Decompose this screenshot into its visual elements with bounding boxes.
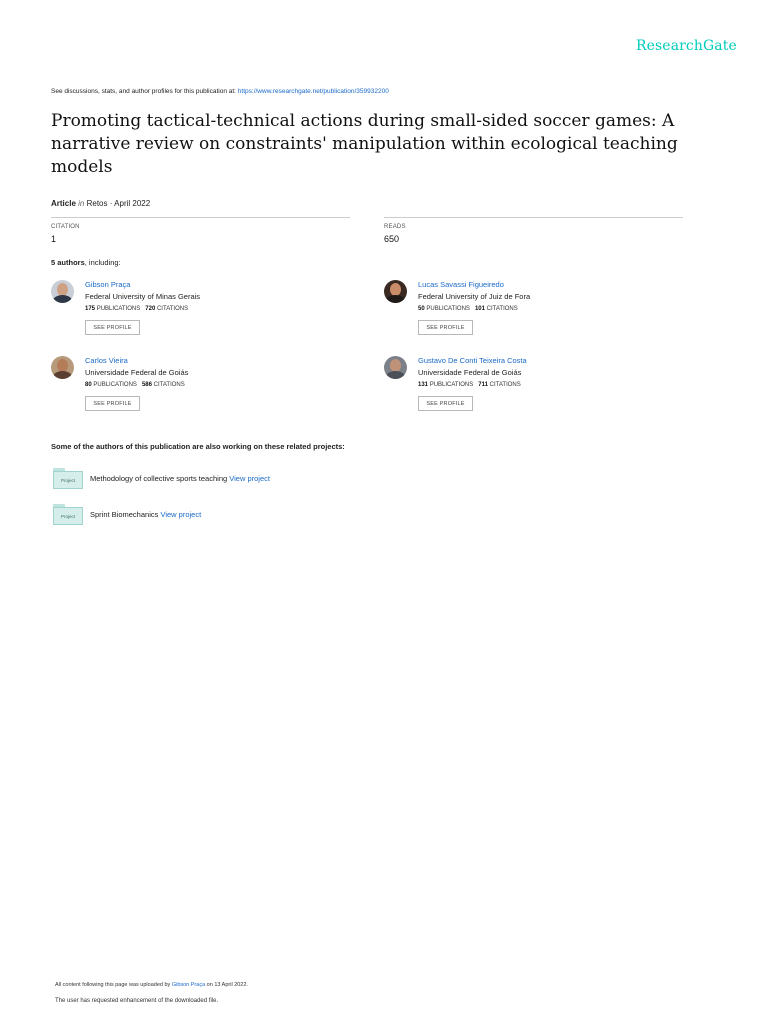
publications-label: PUBLICATIONS [429, 382, 474, 388]
project-folder-icon[interactable] [53, 504, 83, 524]
publications-count: 80 [85, 382, 92, 388]
publications-count: 175 [85, 306, 96, 312]
author-institution: Universidade Federal de Goiás [85, 368, 189, 377]
author-card [384, 356, 684, 426]
citations-count: 711 [478, 382, 488, 388]
uploader-link[interactable]: Gibson Praça [171, 982, 206, 988]
citations-count: 720 [145, 306, 156, 312]
project-item [53, 468, 453, 492]
journal-date: Retos · April 2022 [86, 199, 151, 208]
project-folder-icon[interactable] [53, 468, 83, 488]
publications-label: PUBLICATIONS [96, 306, 141, 312]
publications-label: PUBLICATIONS [426, 306, 470, 312]
author-card [51, 280, 351, 350]
avatar[interactable] [384, 356, 407, 379]
author-name-link[interactable]: Lucas Savassi Figueiredo [418, 280, 504, 289]
discussion-prefix: See discussions, stats, and author profiles for this publication at: [51, 88, 238, 95]
author-stats [418, 382, 521, 388]
citations-count: 586 [141, 382, 152, 388]
author-stats [85, 382, 185, 388]
researchgate-logo[interactable]: ResearchGate [636, 38, 737, 54]
authors-suffix: , including: [84, 258, 121, 267]
reads-divider [384, 217, 683, 218]
project-text [90, 510, 201, 519]
author-institution: Universidade Federal de Goiás [418, 368, 522, 377]
author-card [384, 280, 684, 350]
author-stats [418, 306, 518, 312]
publications-count: 50 [418, 306, 425, 312]
author-name-link[interactable]: Gibson Praça [85, 280, 131, 289]
article-in: in [78, 199, 85, 208]
enhancement-notice: The user has requested enhancement of the downloaded file. [55, 998, 219, 1004]
author-institution: Federal University of Minas Gerais [85, 292, 201, 301]
publication-url-link[interactable]: https://www.researchgate.net/publication/359932200 [237, 88, 389, 95]
project-folder-label: Project [60, 478, 75, 483]
publications-label: PUBLICATIONS [93, 382, 137, 388]
authors-count: 5 authors [51, 258, 85, 267]
discussion-notice [51, 88, 389, 95]
see-profile-button[interactable]: SEE PROFILE [85, 320, 140, 335]
avatar[interactable] [51, 280, 74, 303]
article-meta [51, 199, 150, 208]
author-name-link[interactable]: Carlos Vieira [85, 356, 128, 365]
project-text [90, 474, 270, 483]
author-stats [85, 306, 188, 312]
article-type: Article [51, 199, 76, 208]
citation-label: CITATION [51, 224, 80, 230]
author-card [51, 356, 351, 426]
project-name: Sprint Biomechanics [90, 510, 159, 519]
upload-suffix: on 13 April 2022. [205, 982, 248, 988]
publications-count: 131 [418, 382, 429, 388]
author-institution: Federal University of Juiz de Fora [418, 292, 531, 301]
citations-count: 101 [474, 306, 485, 312]
citations-label: CITATIONS [486, 306, 518, 312]
upload-notice [55, 982, 248, 988]
citation-value: 1 [51, 234, 57, 244]
see-profile-button[interactable]: SEE PROFILE [418, 396, 473, 411]
upload-prefix: All content following this page was uploaded by [55, 982, 172, 988]
citations-label: CITATIONS [153, 382, 185, 388]
avatar[interactable] [51, 356, 74, 379]
related-projects-heading: Some of the authors of this publication are also working on these related projects: [51, 442, 345, 451]
see-profile-button[interactable]: SEE PROFILE [85, 396, 140, 411]
citation-divider [51, 217, 350, 218]
author-name-link[interactable]: Gustavo De Conti Teixeira Costa [418, 356, 527, 365]
page-title: Promoting tactical-technical actions during small-sided soccer games: A narrative review on constraints' manipulation within ecological teaching models [51, 111, 678, 177]
avatar[interactable] [384, 280, 407, 303]
view-project-link[interactable]: View project [229, 474, 270, 483]
citations-label: CITATIONS [156, 306, 189, 312]
see-profile-button[interactable]: SEE PROFILE [418, 320, 473, 335]
citations-label: CITATIONS [489, 382, 521, 388]
project-item [53, 504, 453, 528]
view-project-link[interactable]: View project [160, 510, 202, 519]
project-name: Methodology of collective sports teaching [90, 474, 228, 483]
reads-value: 650 [384, 234, 400, 244]
project-folder-label: Project [60, 514, 75, 519]
reads-label: READS [384, 224, 406, 230]
authors-heading [51, 258, 121, 267]
